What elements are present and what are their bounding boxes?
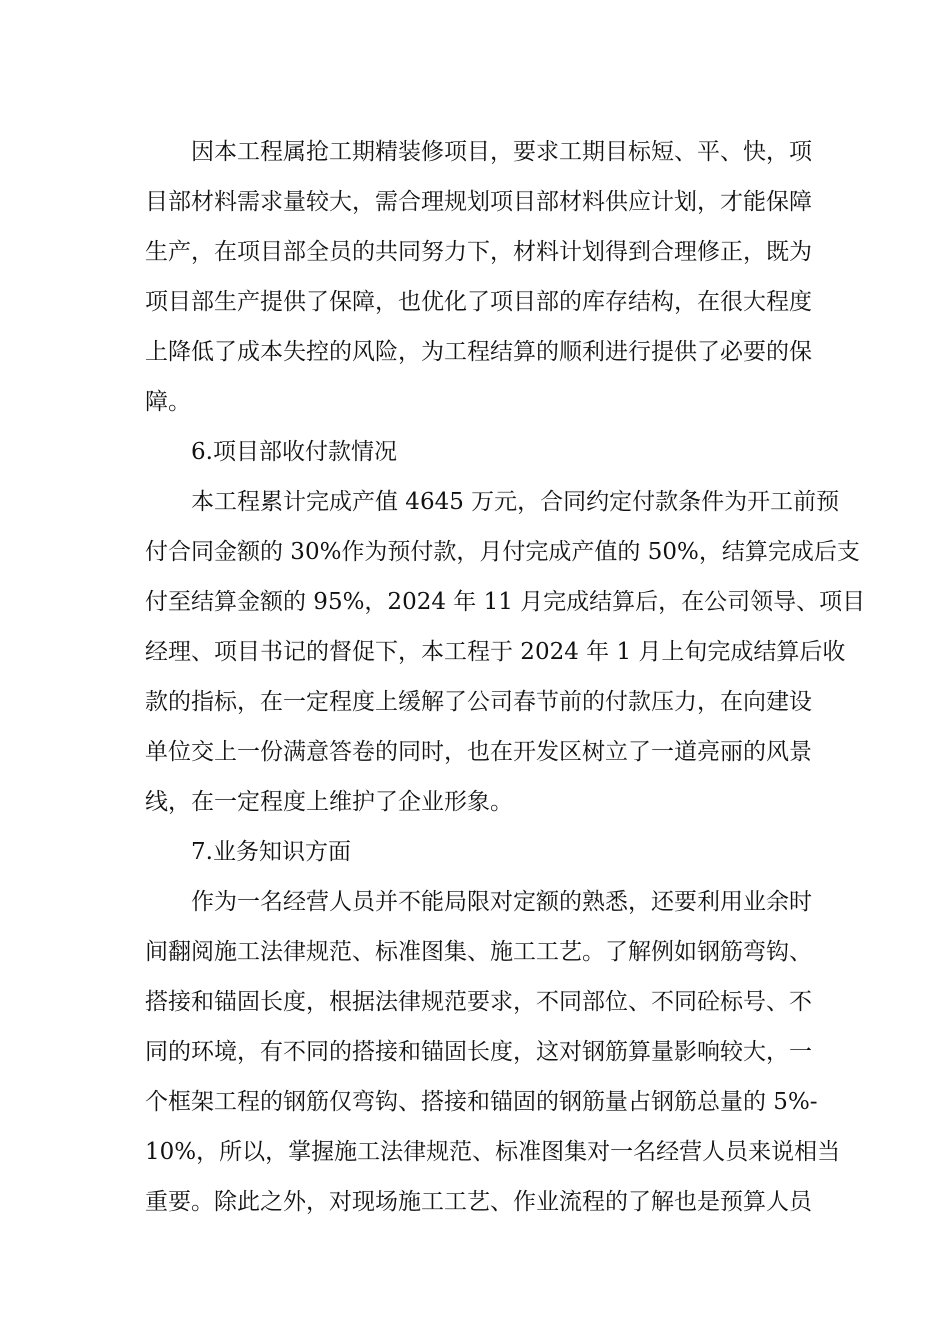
document-body: [145, 127, 866, 1227]
text-line: 个框架工程的钢筋仅弯钩、搭接和锚固的钢筋量占钢筋总量的 5%-: [145, 1089, 818, 1115]
text-line: 搭接和锚固长度，根据法律规范要求，不同部位、不同砼标号、不: [145, 989, 812, 1015]
paragraph-payments: [145, 477, 866, 827]
text-line: 作为一名经营人员并不能局限对定额的熟悉，还要利用业余时: [191, 889, 812, 915]
text-line: 同的环境，有不同的搭接和锚固长度，这对钢筋算量影响较大，一: [145, 1039, 812, 1065]
section-heading-payments: 6.项目部收付款情况: [191, 439, 397, 465]
text-line: 付至结算金额的 95%，2024 年 11 月完成结算后，在公司领导、项目: [145, 589, 866, 615]
text-line: 本工程累计完成产值 4645 万元，合同约定付款条件为开工前预: [191, 489, 840, 515]
text-line: 项目部生产提供了保障，也优化了项目部的库存结构，在很大程度: [145, 289, 812, 315]
paragraph-material-plan: [145, 127, 815, 427]
section-heading-knowledge: 7.业务知识方面: [191, 839, 351, 865]
text-line: 10%，所以，掌握施工法律规范、标准图集对一名经营人员来说相当: [145, 1139, 841, 1165]
text-line: 付合同金额的 30%作为预付款，月付完成产值的 50%，结算完成后支: [145, 539, 860, 565]
text-line: 障。: [145, 389, 191, 415]
text-line: 经理、项目书记的督促下，本工程于 2024 年 1 月上旬完成结算后收: [145, 639, 846, 665]
text-line: 因本工程属抢工期精装修项目，要求工期目标短、平、快，项: [191, 139, 812, 165]
text-line: 间翻阅施工法律规范、标准图集、施工工艺。了解例如钢筋弯钩、: [145, 939, 812, 965]
text-line: 上降低了成本失控的风险，为工程结算的顺利进行提供了必要的保: [145, 339, 812, 365]
text-line: 款的指标，在一定程度上缓解了公司春节前的付款压力，在向建设: [145, 689, 812, 715]
text-line: 目部材料需求量较大，需合理规划项目部材料供应计划，才能保障: [145, 189, 812, 215]
paragraph-knowledge: [145, 877, 841, 1227]
text-line: 线，在一定程度上维护了企业形象。: [145, 789, 513, 815]
text-line: 生产，在项目部全员的共同努力下，材料计划得到合理修正，既为: [145, 239, 812, 265]
text-line: 单位交上一份满意答卷的同时，也在开发区树立了一道亮丽的风景: [145, 739, 812, 765]
text-line: 重要。除此之外，对现场施工工艺、作业流程的了解也是预算人员: [145, 1189, 812, 1215]
